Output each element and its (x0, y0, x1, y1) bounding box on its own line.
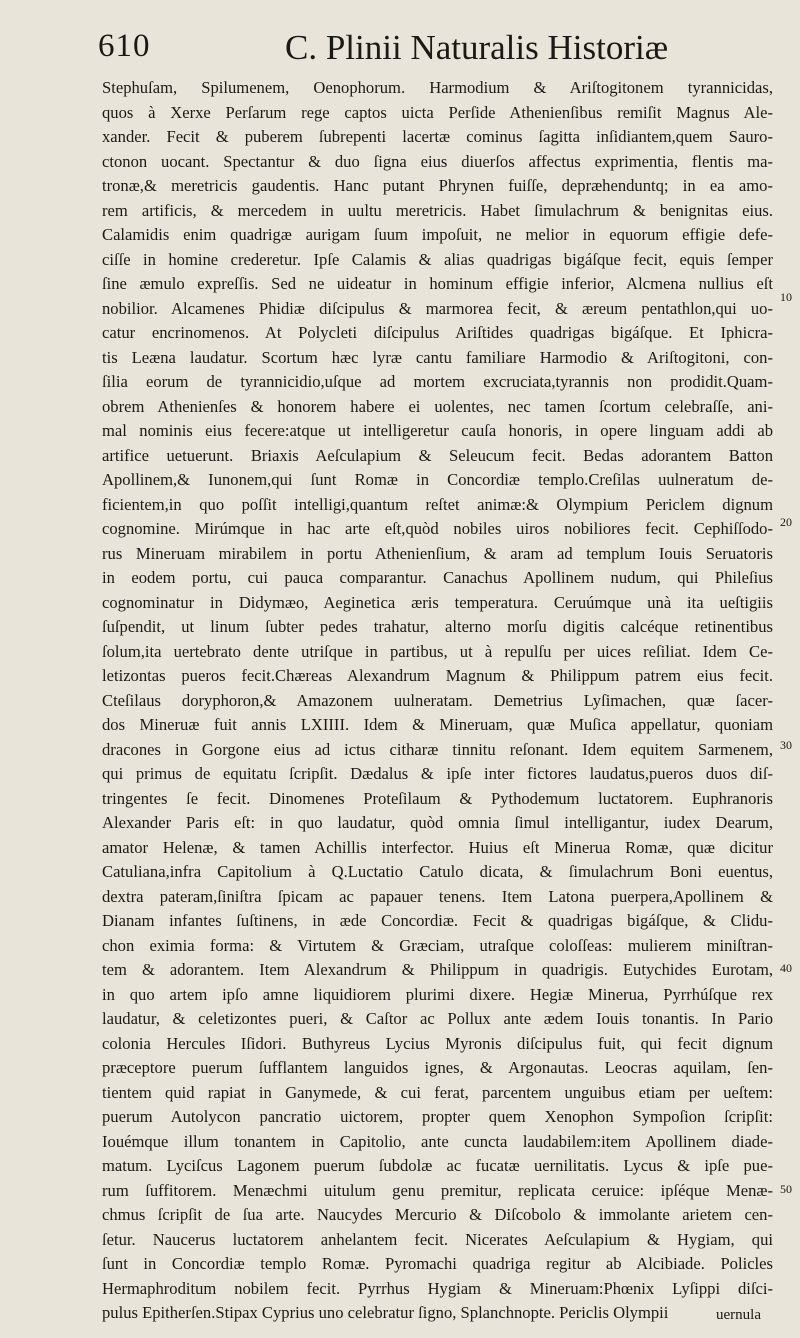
catchword: uernula (716, 1307, 761, 1323)
text-line: artifice uetuerunt. Briaxis Aeſculapium & Seleucum fecit. Bedas adorantem Batton (102, 445, 773, 465)
text-line: quos à Xerxe Perſarum rege captos uicta Perſide Athenienſibus remiſit Magnus Ale- (102, 102, 773, 122)
text-line: tientem quid rapiat in Ganymede, & cui ferat, parcentem unguibus etiam per ueſtem: (102, 1082, 773, 1102)
text-line: laudatur, & celetizontes pueri, & Caſtor ac Pollux ante ædem Iouis tonantis. In Pario (102, 1009, 773, 1028)
text-line: præceptore puerum ſufflantem languidos ignes, & Argonautas. Leocras aquilam, ſen- (102, 1058, 773, 1077)
text-line: Apollinem,& Iunonem,qui ſunt Romæ in Concordiæ templo.Creſilas uulneratum de- (102, 470, 773, 489)
text-line: Iouémque illum tonantem in Capitolio, ante cuncta laudabilem:item Apollinem diade- (102, 1131, 773, 1151)
text-line: chmus ſcripſit de ſua arte. Naucydes Mercurio & Diſcobolo & immolante arietem cen- (102, 1205, 773, 1224)
text-line: letizontas pueros fecit.Chæreas Alexandrum Magnum & Philippum patrem eius fecit. (102, 666, 773, 685)
text-line: obrem Athenienſes & honorem habere ei uolentes, nec tamen ſcortum celebraſſe, ani- (102, 396, 773, 416)
text-line: ſilia eorum de tyrannicidio,uſque ad mortem excruciata,tyrannis non prodidit.Quam- (102, 372, 773, 391)
text-line: ſunt in Concordiæ templo Romæ. Pyromachi quadriga regitur ab Alcibiade. Policles (102, 1254, 773, 1273)
margin-line-number: 10 (780, 290, 792, 304)
text-block (102, 76, 773, 1326)
text-line: cognomine. Mirúmque in hac arte eſt,quòd nobiles uiros nobiliores fecit. Cephiſſodo- (102, 519, 773, 538)
text-line: matum. Lyciſcus Lagonem puerum ſubdolæ ac fucatæ uernilitatis. Lycus & ipſe pue- (102, 1156, 773, 1175)
text-line: ficientem,in quo poſſit intelligi,quantum reſtet animæ:& Olympium Periclem dignum (102, 494, 773, 514)
text-line: qui primus de equitatu ſcripſit. Dædalus & ipſe inter fictores laudatus,pueros duos diſ- (102, 764, 773, 783)
text-line: Stephuſam, Spilumenem, Oenophorum. Harmodium & Ariſtogitonem tyrannicidas, (102, 78, 773, 97)
text-line: catur encrinomenos. At Polycleti diſcipulus Ariſtides quadrigas bigáſque. Et Iphicra- (102, 323, 773, 342)
text-line: ſolum,ita uertebrato dente utriſque in partibus, ut à repulſu per uices reſiliat. Idem Ce- (102, 641, 773, 661)
margin-line-number: 40 (780, 961, 792, 975)
text-line: mal nominis eius fecere:atque ut intelligeretur cauſa honoris, in opere linguam addi ab (102, 421, 773, 440)
page-number: 610 (98, 28, 151, 64)
text-line: chon eximia forma: & Virtutem & Græciam, utraſque coloſſeas: mulierem miniſtran- (102, 935, 773, 955)
text-line: in quo artem ipſo amne liquidiorem plurimi dixere. Hegiæ Minerua, Pyrrhúſque rex (102, 984, 773, 1004)
text-line: in eodem portu, cui pauca comparantur. Canachus Apollinem nudum, qui Phileſius (102, 568, 773, 587)
margin-line-number: 20 (780, 515, 792, 529)
text-line: dextra pateram,ſiniſtra ſpicam ac papauer tenens. Item Latona puerpera,Apollinem & (102, 886, 773, 906)
margin-line-number: 50 (780, 1182, 792, 1196)
text-line: tis Leæna laudatur. Scortum hæc lyræ cantu familiare Harmodio & Ariſtogitoni, con- (102, 347, 773, 367)
text-line: Dianam infantes ſuſtinens, in æde Concordiæ. Fecit & quadrigas bigáſque, & Clidu- (102, 911, 773, 930)
text-line: cognominatur in Didymæo, Aeginetica æris temperatura. Ceruúmque unà ita ueſtigiis (102, 592, 773, 612)
text-line: amator Helenæ, & tamen Achillis interfector. Huius eſt Minerua Romæ, quæ dicitur (102, 837, 773, 857)
running-head: C. Plinii Naturalis Historiæ (285, 28, 669, 67)
text-line: dos Mineruæ fuit annis LXIIII. Idem & Mineruam, quæ Muſica appellatur, quoniam (102, 715, 773, 734)
text-line: rum ſuffitorem. Menæchmi uitulum genu premitur, replicata ceruice: ipſéque Menæ- (102, 1180, 773, 1200)
text-line: pulus Epitherſen.Stipax Cyprius uno celebratur ſigno, Splanchnopte. Periclis Olympii (102, 1303, 669, 1322)
text-line: dracones in Gorgone eius ad ictus citharæ tinnitu reſonant. Idem equitem Sarmenem, (102, 739, 773, 759)
text-line: Cteſilaus doryphoron,& Amazonem uulneratam. Demetrius Lyſimachen, quæ ſacer- (102, 690, 773, 710)
text-line: nobilior. Alcamenes Phidiæ diſcipulus & marmorea fecit, & æreum pentathlon,qui uo- (102, 298, 773, 318)
text-line: Hermaphroditum nobilem fecit. Pyrrhus Hygiam & Mineruam:Phœnix Lyſippi diſci- (102, 1278, 773, 1298)
text-line: Alexander Paris eſt: in quo laudatur, quòd omnia ſimul intelligantur, iudex Dearum, (102, 813, 773, 832)
text-line: xander. Fecit & puberem ſubrepenti lacertæ cominus ſagitta inſidiantem,quem Sauro- (102, 127, 773, 146)
text-line: ſuſpendit, ut linum ſubter pedes trahatur, alterno morſu digitis calcéque retinentibus (102, 617, 773, 636)
text-line: rus Mineruam mirabilem in portu Athenienſium, & aram ad templum Iouis Seruatoris (102, 543, 773, 563)
text-line: rem artificis, & mercedem in uultu meretricis. Habet ſimulachrum & benignitas eius. (102, 200, 773, 220)
text-line: ciſſe in homine crederetur. Ipſe Calamis & alias quadrigas bigáſque fecit, equis ſemper (102, 249, 773, 269)
text-line: ctonon uocant. Spectantur & duo ſigna eius diuerſos affectus exprimentia, flentis ma- (102, 151, 773, 171)
margin-line-number: 30 (780, 738, 792, 752)
text-line: tem & adorantem. Item Alexandrum & Philippum in quadrigis. Eutychides Eurotam, (102, 960, 773, 979)
text-line: Calamidis enim quadrigæ aurigam ſuum impoſuit, ne melior in equorum effigie defe- (102, 225, 773, 244)
text-line: tronæ,& meretricis gaudentis. Hanc putant Phrynen fuiſſe, depræhenduntq; in ea amo- (102, 176, 773, 195)
text-line: ſine æmulo expreſſis. Sed ne uideatur in hominum effigie inferior, Alcmena nullius eſt (102, 274, 773, 293)
text-line: ſetur. Naucerus luctatorem anhelantem fecit. Nicerates Aeſculapium & Hygiam, qui (102, 1229, 773, 1249)
text-line: tringentes ſe fecit. Dinomenes Proteſilaum & Pythodemum luctatorem. Euphranoris (102, 788, 773, 808)
text-line: puerum Autolycon pancratio uictorem, propter quem Xenophon Sympoſion ſcripſit: (102, 1107, 773, 1126)
text-line: Catuliana,infra Capitolium à Q.Luctatio Catulo dicata, & ſimulachrum Boni euentus, (102, 862, 773, 881)
text-line: colonia Hercules Iſidori. Buthyreus Lycius Myronis diſcipulus fuit, qui fecit dignum (102, 1033, 773, 1053)
